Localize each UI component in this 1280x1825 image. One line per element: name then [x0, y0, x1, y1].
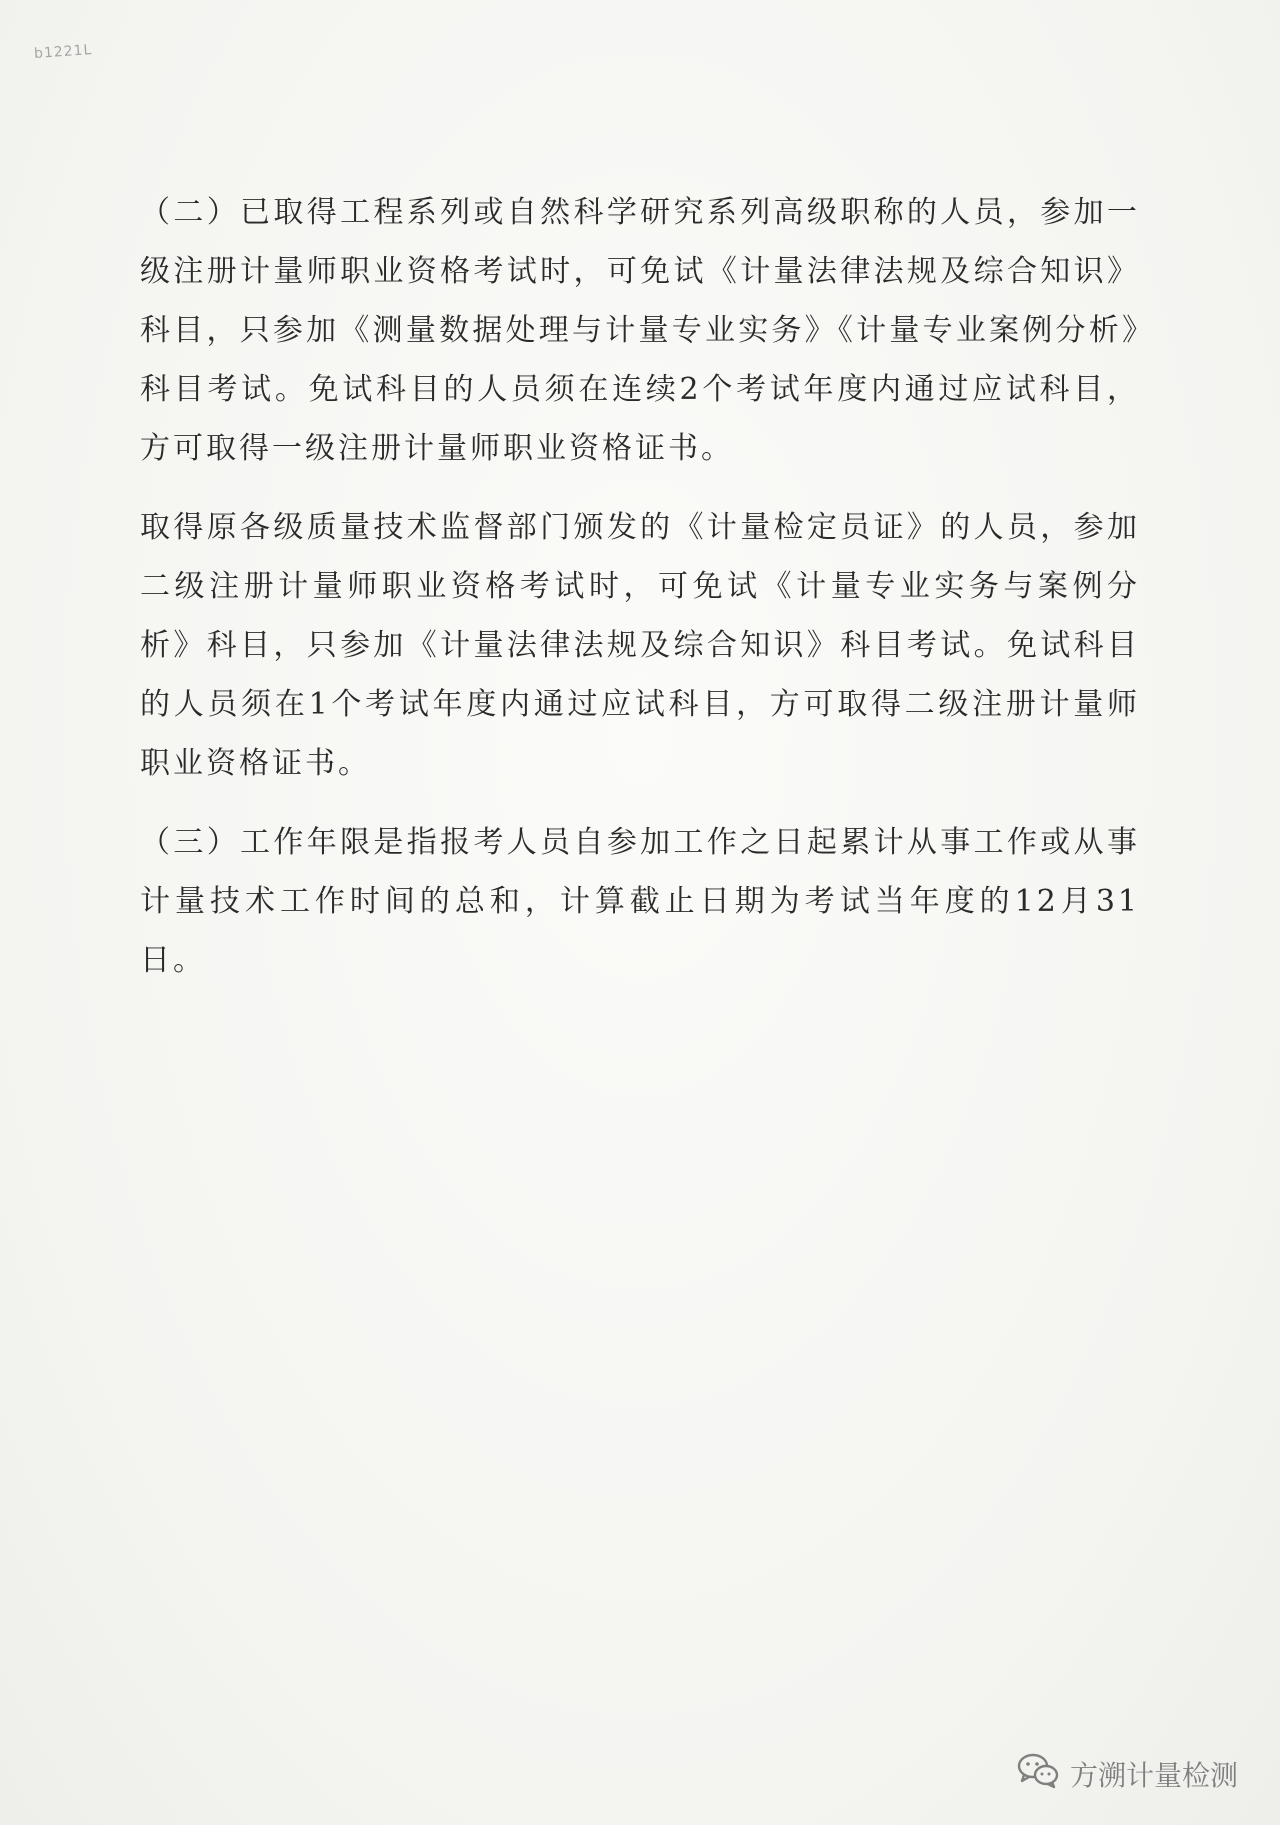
- paragraph-exemption-level-2: 取得原各级质量技术监督部门颁发的《计量检定员证》的人员，参加二级注册计量师职业资格考试时，可免试《计量专业实务与案例分析》科目，只参加《计量法律法规及综合知识》科目考试。免试科目的人员须在1个考试年度内通过应试科目，方可取得二级注册计量师职业资格证书。: [140, 510, 1140, 781]
- paragraph-exemption-level-1: （二）已取得工程系列或自然科学研究系列高级职称的人员，参加一级注册计量师职业资格考试时，可免试《计量法律法规及综合知识》科目，只参加《测量数据处理与计量专业实务》《计量专业案例分析》科目考试。免试科目的人员须在连续2个考试年度内通过应试科目，方可取得一级注册计量师职业资格证书。: [140, 195, 1140, 466]
- wechat-icon: [1016, 1750, 1060, 1797]
- handwritten-corner-mark: b1221L: [33, 41, 93, 63]
- document-body: [140, 183, 1140, 990]
- paragraph-work-years: （三）工作年限是指报考人员自参加工作之日起累计从事工作或从事计量技术工作时间的总和，计算截止日期为考试当年度的12月31日。: [140, 825, 1140, 978]
- watermark-text: 方溯计量检测: [1069, 1758, 1238, 1792]
- wechat-watermark: [1016, 1750, 1238, 1797]
